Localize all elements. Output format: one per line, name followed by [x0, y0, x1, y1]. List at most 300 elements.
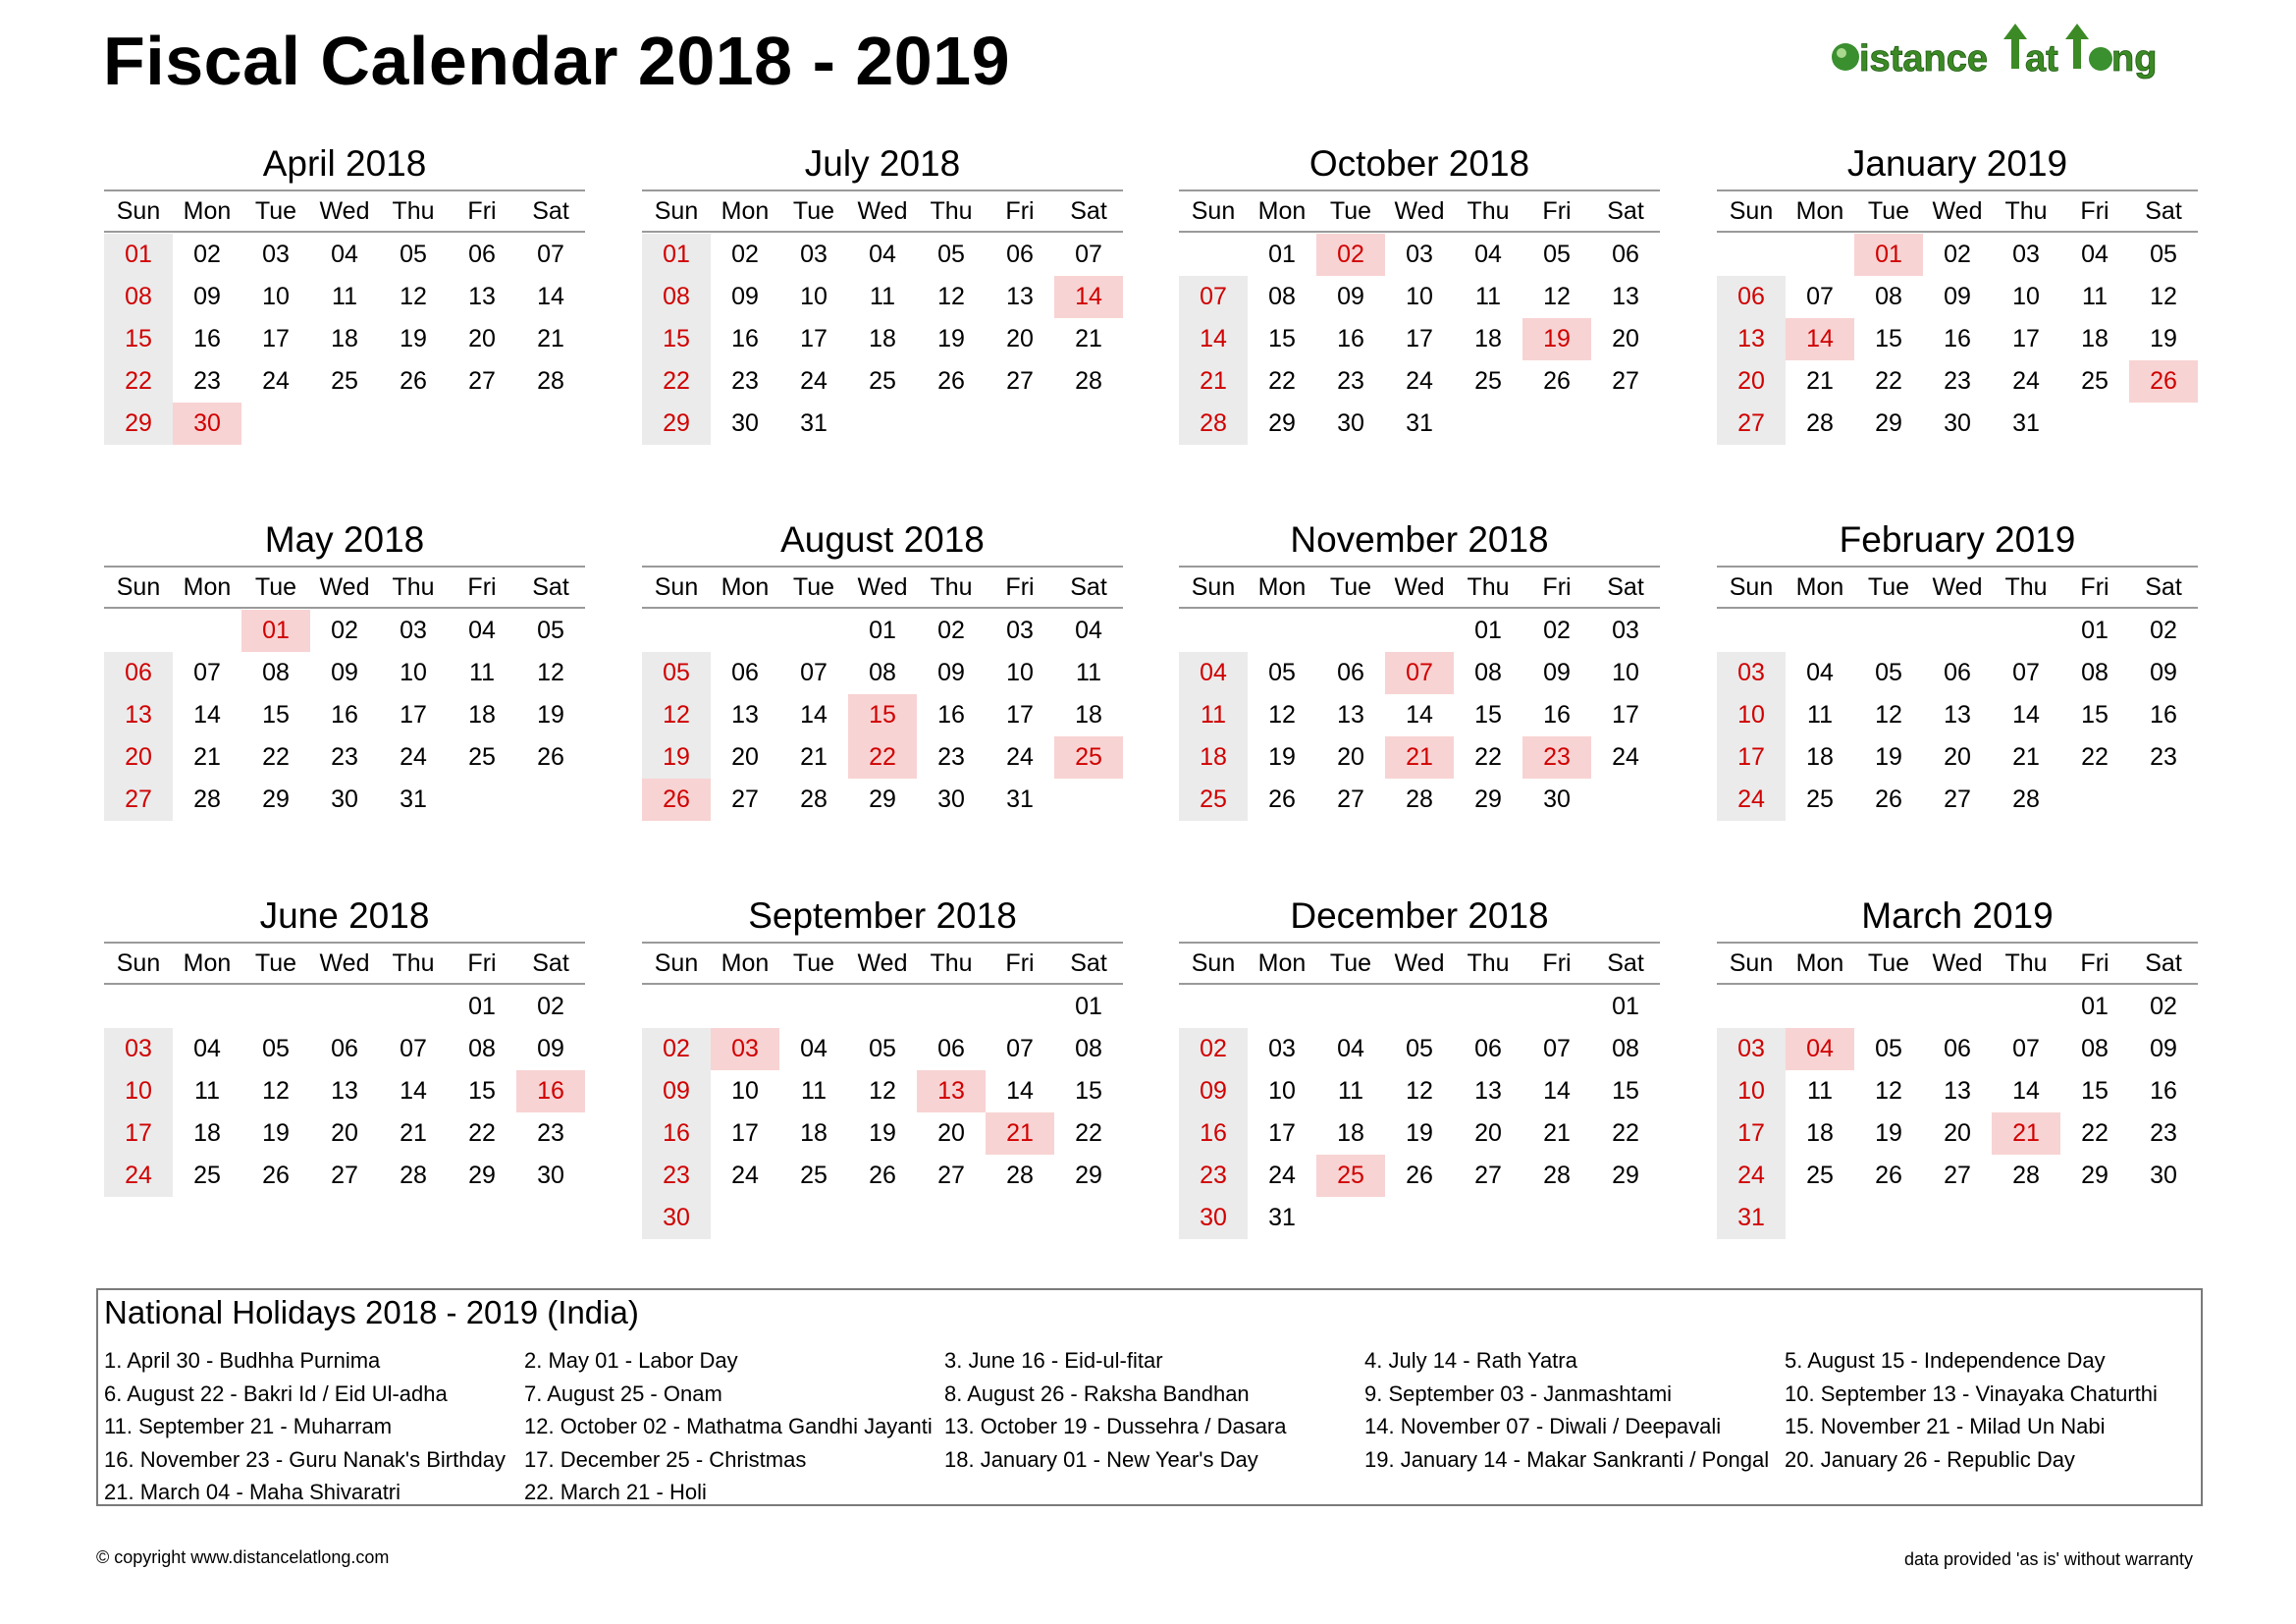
- day-cell: 03: [1406, 241, 1433, 268]
- weekday-label: Sat: [2145, 197, 2182, 225]
- day-cell: 26: [1875, 785, 1902, 813]
- days-grid: [104, 610, 585, 821]
- weekday-label: Tue: [254, 573, 297, 601]
- day-cell: 11: [1807, 1077, 1833, 1105]
- day-cell: 12: [262, 1077, 290, 1105]
- holiday-day-cell: 01: [1854, 234, 1923, 276]
- day-cell: 03: [262, 241, 290, 268]
- weekday-header: [1717, 942, 2198, 985]
- day-cell: 04: [800, 1035, 828, 1062]
- day-cell: 09: [1179, 1070, 1248, 1112]
- day-cell: 28: [2012, 1162, 2040, 1189]
- day-cell: 09: [1543, 659, 1571, 686]
- day-cell: 17: [400, 701, 427, 729]
- day-cell: 12: [1543, 283, 1571, 310]
- day-cell: 11: [801, 1077, 827, 1105]
- empty-cell: [848, 986, 917, 1028]
- weekday-label: Sat: [1607, 197, 1644, 225]
- holiday-item: 3. June 16 - Eid-ul-fitar: [944, 1348, 1163, 1373]
- day-cell: 14: [1406, 701, 1433, 729]
- holiday-item: 10. September 13 - Vinayaka Chaturthi: [1785, 1380, 2158, 1406]
- weekday-label: Mon: [721, 197, 770, 225]
- day-cell: 12: [937, 283, 965, 310]
- weekday-label: Tue: [254, 949, 297, 977]
- day-cell: 15: [468, 1077, 496, 1105]
- day-cell: 26: [1406, 1162, 1433, 1189]
- holiday-item: 16. November 23 - Guru Nanak's Birthday: [104, 1446, 506, 1472]
- month-title: June 2018: [259, 895, 430, 936]
- day-cell: 28: [1006, 1162, 1034, 1189]
- holiday-day-cell: 30: [173, 403, 241, 445]
- day-cell: 27: [104, 779, 173, 821]
- day-cell: 16: [331, 701, 358, 729]
- day-cell: 07: [2012, 1035, 2040, 1062]
- day-cell: 21: [800, 743, 828, 771]
- empty-cell: [1522, 986, 1591, 1028]
- day-cell: 26: [1543, 367, 1571, 395]
- day-cell: 23: [642, 1155, 711, 1197]
- weekday-label: Sun: [1729, 197, 1774, 225]
- day-cell: 09: [537, 1035, 564, 1062]
- weekday-label: Mon: [1257, 197, 1307, 225]
- day-cell: 31: [2012, 409, 2040, 437]
- day-cell: 29: [869, 785, 896, 813]
- day-cell: 31: [400, 785, 427, 813]
- days-grid: [642, 986, 1123, 1239]
- day-cell: 09: [937, 659, 965, 686]
- day-cell: 28: [1406, 785, 1433, 813]
- day-cell: 23: [537, 1119, 564, 1147]
- day-cell: 18: [1337, 1119, 1364, 1147]
- day-cell: 02: [1179, 1028, 1248, 1070]
- holiday-item: 13. October 19 - Dussehra / Dasara: [944, 1414, 1287, 1439]
- weekday-label: Sun: [116, 197, 161, 225]
- weekday-label: Sat: [532, 197, 569, 225]
- empty-cell: [1454, 986, 1522, 1028]
- day-cell: 25: [2081, 367, 2109, 395]
- holiday-day-cell: 14: [1054, 276, 1123, 318]
- weekday-label: Fri: [1005, 197, 1035, 225]
- weekday-label: Fri: [2080, 949, 2109, 977]
- weekday-label: Fri: [1542, 573, 1572, 601]
- holiday-item: 14. November 07 - Diwali / Deepavali: [1364, 1414, 1722, 1439]
- day-cell: 10: [800, 283, 828, 310]
- weekday-label: Fri: [467, 197, 497, 225]
- day-cell: 12: [400, 283, 427, 310]
- page-title: Fiscal Calendar 2018 - 2019: [103, 23, 1011, 99]
- day-cell: 25: [468, 743, 496, 771]
- day-cell: 21: [193, 743, 221, 771]
- weekday-label: Wed: [319, 197, 370, 225]
- month-title: January 2019: [1846, 143, 2068, 184]
- days-grid: [642, 610, 1123, 821]
- day-cell: 05: [642, 652, 711, 694]
- month-title: March 2019: [1861, 895, 2054, 936]
- day-cell: 24: [800, 367, 828, 395]
- day-cell: 07: [1543, 1035, 1571, 1062]
- weekday-label: Tue: [1329, 573, 1372, 601]
- day-cell: 14: [1179, 318, 1248, 360]
- day-cell: 28: [1806, 409, 1834, 437]
- day-cell: 29: [104, 403, 173, 445]
- holiday-day-cell: 16: [516, 1070, 585, 1112]
- day-cell: 13: [104, 694, 173, 736]
- svg-text:istance: istance: [1859, 38, 1988, 80]
- day-cell: 27: [1944, 785, 1971, 813]
- weekday-label: Wed: [1932, 197, 1983, 225]
- day-cell: 22: [468, 1119, 496, 1147]
- day-cell: 26: [537, 743, 564, 771]
- empty-cell: [1992, 610, 2060, 652]
- empty-cell: [1248, 986, 1316, 1028]
- day-cell: 06: [731, 659, 759, 686]
- day-cell: 16: [1179, 1112, 1248, 1155]
- day-cell: 18: [2081, 325, 2109, 352]
- holiday-day-cell: 02: [1316, 234, 1385, 276]
- empty-cell: [104, 986, 173, 1028]
- day-cell: 27: [331, 1162, 358, 1189]
- day-cell: 17: [800, 325, 828, 352]
- holiday-day-cell: 01: [241, 610, 310, 652]
- day-cell: 09: [331, 659, 358, 686]
- day-cell: 07: [400, 1035, 427, 1062]
- day-cell: 06: [1944, 659, 1971, 686]
- weekday-label: Sat: [1607, 573, 1644, 601]
- day-cell: 25: [193, 1162, 221, 1189]
- weekday-label: Tue: [792, 197, 835, 225]
- day-cell: 24: [2012, 367, 2040, 395]
- month-title: July 2018: [804, 143, 961, 184]
- empty-cell: [917, 986, 986, 1028]
- day-cell: 26: [937, 367, 965, 395]
- day-cell: 19: [1875, 1119, 1902, 1147]
- weekday-label: Fri: [1005, 573, 1035, 601]
- weekday-label: Thu: [930, 197, 973, 225]
- day-cell: 15: [1075, 1077, 1102, 1105]
- weekday-label: Wed: [1932, 573, 1983, 601]
- weekday-label: Tue: [792, 949, 835, 977]
- day-cell: 05: [869, 1035, 896, 1062]
- day-cell: 06: [1337, 659, 1364, 686]
- day-cell: 14: [400, 1077, 427, 1105]
- holiday-item: 8. August 26 - Raksha Bandhan: [944, 1380, 1250, 1406]
- day-cell: 24: [1612, 743, 1639, 771]
- weekday-label: Thu: [930, 949, 973, 977]
- empty-cell: [1385, 610, 1454, 652]
- weekday-label: Sun: [1729, 949, 1774, 977]
- weekday-label: Sat: [1070, 949, 1107, 977]
- day-cell: 09: [2150, 659, 2177, 686]
- weekday-label: Tue: [1329, 197, 1372, 225]
- holiday-day-cell: 07: [1385, 652, 1454, 694]
- day-cell: 01: [2081, 993, 2109, 1020]
- day-cell: 18: [1806, 743, 1834, 771]
- day-cell: 20: [1612, 325, 1639, 352]
- day-cell: 02: [193, 241, 221, 268]
- weekday-label: Sat: [1070, 197, 1107, 225]
- day-cell: 03: [1717, 1028, 1786, 1070]
- holiday-item: 9. September 03 - Janmashtami: [1364, 1380, 1673, 1406]
- empty-cell: [1854, 986, 1923, 1028]
- day-cell: 23: [1179, 1155, 1248, 1197]
- day-cell: 13: [1612, 283, 1639, 310]
- weekday-label: Sun: [654, 197, 699, 225]
- day-cell: 04: [1337, 1035, 1364, 1062]
- day-cell: 05: [1543, 241, 1571, 268]
- day-cell: 04: [193, 1035, 221, 1062]
- day-cell: 31: [1717, 1197, 1786, 1239]
- days-grid: [104, 234, 585, 445]
- holiday-item: 12. October 02 - Mathatma Gandhi Jayanti: [524, 1414, 933, 1439]
- weekday-label: Fri: [2080, 197, 2109, 225]
- day-cell: 30: [642, 1197, 711, 1239]
- day-cell: 10: [1717, 1070, 1786, 1112]
- day-cell: 09: [2150, 1035, 2177, 1062]
- day-cell: 25: [800, 1162, 828, 1189]
- day-cell: 08: [1474, 659, 1502, 686]
- empty-cell: [1316, 986, 1385, 1028]
- day-cell: 22: [2081, 1119, 2109, 1147]
- day-cell: 21: [2012, 743, 2040, 771]
- day-cell: 16: [1543, 701, 1571, 729]
- month-calendar: [1717, 894, 2198, 1239]
- day-cell: 18: [193, 1119, 221, 1147]
- weekday-label: Thu: [392, 197, 435, 225]
- day-cell: 01: [642, 234, 711, 276]
- days-grid: [1179, 610, 1660, 821]
- day-cell: 06: [468, 241, 496, 268]
- empty-cell: [1923, 610, 1992, 652]
- day-cell: 09: [731, 283, 759, 310]
- day-cell: 19: [937, 325, 965, 352]
- holiday-item: 20. January 26 - Republic Day: [1785, 1446, 2075, 1472]
- day-cell: 13: [468, 283, 496, 310]
- weekday-label: Thu: [930, 573, 973, 601]
- empty-cell: [779, 610, 848, 652]
- day-cell: 03: [400, 617, 427, 644]
- empty-cell: [379, 986, 448, 1028]
- day-cell: 20: [104, 736, 173, 779]
- days-grid: [1717, 986, 2198, 1239]
- day-cell: 07: [2012, 659, 2040, 686]
- day-cell: 11: [1338, 1077, 1363, 1105]
- day-cell: 05: [262, 1035, 290, 1062]
- day-cell: 29: [262, 785, 290, 813]
- days-grid: [642, 234, 1123, 445]
- holiday-item: 1. April 30 - Budhha Purnima: [104, 1348, 381, 1373]
- empty-cell: [642, 986, 711, 1028]
- weekday-label: Thu: [2004, 573, 2048, 601]
- day-cell: 30: [1179, 1197, 1248, 1239]
- day-cell: 08: [1268, 283, 1296, 310]
- day-cell: 12: [1875, 701, 1902, 729]
- day-cell: 16: [1337, 325, 1364, 352]
- day-cell: 20: [1474, 1119, 1502, 1147]
- weekday-label: Wed: [1932, 949, 1983, 977]
- day-cell: 11: [1475, 283, 1501, 310]
- day-cell: 19: [400, 325, 427, 352]
- day-cell: 09: [1944, 283, 1971, 310]
- day-cell: 16: [193, 325, 221, 352]
- weekday-label: Tue: [254, 197, 297, 225]
- day-cell: 24: [1006, 743, 1034, 771]
- day-cell: 24: [1406, 367, 1433, 395]
- day-cell: 18: [1806, 1119, 1834, 1147]
- day-cell: 08: [262, 659, 290, 686]
- weekday-label: Sat: [532, 949, 569, 977]
- day-cell: 25: [1806, 1162, 1834, 1189]
- day-cell: 17: [1406, 325, 1433, 352]
- day-cell: 28: [1179, 403, 1248, 445]
- day-cell: 28: [1075, 367, 1102, 395]
- day-cell: 23: [1337, 367, 1364, 395]
- day-cell: 31: [1006, 785, 1034, 813]
- month-title: November 2018: [1290, 519, 1549, 560]
- empty-cell: [711, 986, 779, 1028]
- day-cell: 30: [937, 785, 965, 813]
- day-cell: 13: [731, 701, 759, 729]
- day-cell: 24: [400, 743, 427, 771]
- empty-cell: [1854, 610, 1923, 652]
- day-cell: 30: [1543, 785, 1571, 813]
- day-cell: 11: [2082, 283, 2108, 310]
- holiday-item: 7. August 25 - Onam: [524, 1380, 722, 1406]
- holiday-day-cell: 14: [1786, 318, 1854, 360]
- day-cell: 08: [2081, 659, 2109, 686]
- day-cell: 27: [937, 1162, 965, 1189]
- day-cell: 14: [2012, 701, 2040, 729]
- weekday-label: Wed: [319, 949, 370, 977]
- empty-cell: [1786, 986, 1854, 1028]
- day-cell: 19: [2150, 325, 2177, 352]
- holiday-day-cell: 21: [1992, 1112, 2060, 1155]
- day-cell: 05: [537, 617, 564, 644]
- day-cell: 13: [331, 1077, 358, 1105]
- holidays-list: [104, 1344, 2205, 1509]
- weekday-label: Fri: [1005, 949, 1035, 977]
- empty-cell: [1786, 610, 1854, 652]
- day-cell: 29: [1075, 1162, 1102, 1189]
- day-cell: 26: [400, 367, 427, 395]
- day-cell: 11: [469, 659, 495, 686]
- day-cell: 01: [1075, 993, 1102, 1020]
- day-cell: 19: [537, 701, 564, 729]
- weekday-header: [642, 942, 1123, 985]
- day-cell: 16: [1944, 325, 1971, 352]
- day-cell: 16: [2150, 701, 2177, 729]
- empty-cell: [310, 986, 379, 1028]
- day-cell: 05: [1406, 1035, 1433, 1062]
- day-cell: 21: [537, 325, 564, 352]
- weekday-label: Tue: [792, 573, 835, 601]
- month-title: February 2019: [1839, 519, 2076, 560]
- month-calendar: [642, 894, 1123, 1239]
- month-title: December 2018: [1290, 895, 1549, 936]
- weekday-label: Sat: [2145, 949, 2182, 977]
- day-cell: 02: [731, 241, 759, 268]
- day-cell: 03: [800, 241, 828, 268]
- weekday-label: Thu: [392, 949, 435, 977]
- day-cell: 27: [1006, 367, 1034, 395]
- month-calendar: [642, 518, 1123, 821]
- day-cell: 24: [1268, 1162, 1296, 1189]
- day-cell: 24: [262, 367, 290, 395]
- day-cell: 17: [1717, 1112, 1786, 1155]
- day-cell: 13: [1006, 283, 1034, 310]
- weekday-header: [1179, 566, 1660, 609]
- day-cell: 26: [1268, 785, 1296, 813]
- day-cell: 13: [1717, 318, 1786, 360]
- holiday-day-cell: 03: [711, 1028, 779, 1070]
- weekday-label: Sat: [2145, 573, 2182, 601]
- empty-cell: [1717, 610, 1786, 652]
- day-cell: 12: [2150, 283, 2177, 310]
- empty-cell: [1786, 234, 1854, 276]
- day-cell: 26: [262, 1162, 290, 1189]
- weekday-label: Wed: [857, 573, 908, 601]
- holiday-day-cell: 25: [1316, 1155, 1385, 1197]
- day-cell: 24: [104, 1155, 173, 1197]
- day-cell: 07: [1006, 1035, 1034, 1062]
- day-cell: 18: [468, 701, 496, 729]
- day-cell: 11: [332, 283, 357, 310]
- day-cell: 15: [642, 318, 711, 360]
- month-title: April 2018: [262, 143, 427, 184]
- day-cell: 11: [1076, 659, 1101, 686]
- month-calendar: [1717, 142, 2198, 445]
- day-cell: 27: [468, 367, 496, 395]
- empty-cell: [104, 610, 173, 652]
- weekday-label: Thu: [1467, 573, 1510, 601]
- days-grid: [1717, 234, 2198, 445]
- day-cell: 29: [468, 1162, 496, 1189]
- day-cell: 16: [937, 701, 965, 729]
- day-cell: 20: [1006, 325, 1034, 352]
- empty-cell: [1179, 986, 1248, 1028]
- day-cell: 05: [1268, 659, 1296, 686]
- day-cell: 02: [331, 617, 358, 644]
- day-cell: 10: [1006, 659, 1034, 686]
- day-cell: 18: [1474, 325, 1502, 352]
- holidays-title: National Holidays 2018 - 2019 (India): [104, 1294, 639, 1330]
- day-cell: 31: [800, 409, 828, 437]
- day-cell: 21: [1179, 360, 1248, 403]
- day-cell: 15: [2081, 1077, 2109, 1105]
- day-cell: 22: [642, 360, 711, 403]
- day-cell: 15: [262, 701, 290, 729]
- day-cell: 19: [1268, 743, 1296, 771]
- day-cell: 07: [537, 241, 564, 268]
- weekday-label: Wed: [857, 949, 908, 977]
- weekday-label: Thu: [2004, 197, 2048, 225]
- month-calendar: [642, 142, 1123, 445]
- day-cell: 02: [1543, 617, 1571, 644]
- weekday-header: [104, 189, 585, 233]
- weekday-label: Tue: [1867, 573, 1910, 601]
- holiday-day-cell: 25: [1054, 736, 1123, 779]
- holiday-day-cell: 26: [2129, 360, 2198, 403]
- weekday-label: Thu: [392, 573, 435, 601]
- day-cell: 24: [731, 1162, 759, 1189]
- empty-cell: [986, 986, 1054, 1028]
- day-cell: 18: [1075, 701, 1102, 729]
- day-cell: 11: [1179, 694, 1248, 736]
- weekday-label: Sat: [1070, 573, 1107, 601]
- weekday-header: [642, 189, 1123, 233]
- weekday-label: Wed: [1394, 949, 1445, 977]
- day-cell: 28: [537, 367, 564, 395]
- weekday-label: Mon: [1257, 573, 1307, 601]
